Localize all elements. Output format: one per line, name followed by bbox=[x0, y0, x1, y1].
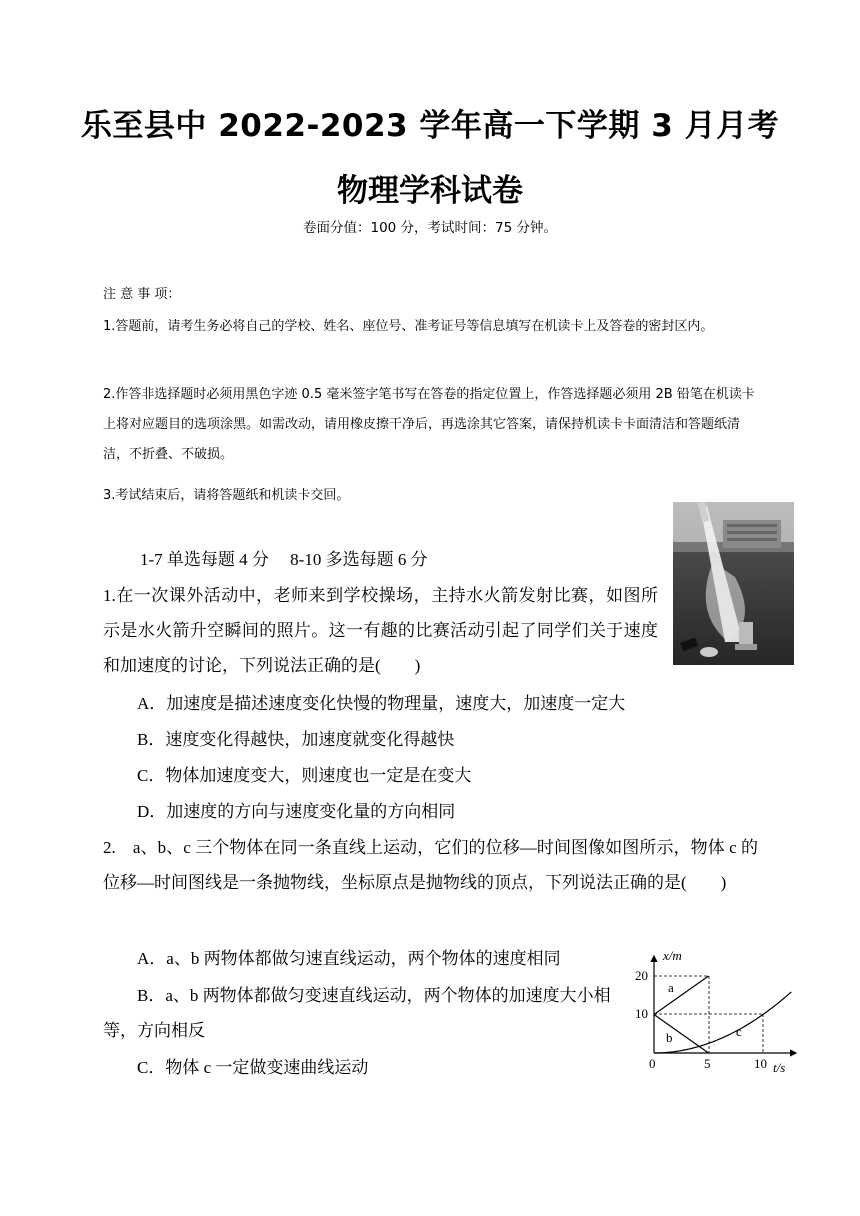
page-title: 乐至县中 2022-2023 学年高一下学期 3 月月考 bbox=[80, 108, 780, 144]
series-a-label: a bbox=[668, 980, 674, 995]
y-tick-label: 20 bbox=[635, 968, 648, 983]
question-2-option-c: C．物体 c 一定做变速曲线运动 bbox=[137, 1058, 369, 1077]
question-2-option-b: B．a、b 两物体都做匀变速直线运动，两个物体的加速度大小相等，方向相反 bbox=[103, 986, 611, 1040]
series-a-line bbox=[654, 976, 709, 1015]
exam-info: 卷面分值：100 分，考试时间：75 分钟。 bbox=[302, 220, 558, 236]
y-axis-label: x/m bbox=[663, 948, 682, 963]
x-axis-label: t/s bbox=[773, 1060, 786, 1075]
position-time-graph bbox=[630, 948, 800, 1076]
notice-item-2: 2.作答非选择题时必须用黑色字迹 0.5 毫米签字笔书写在答卷的指定位置上，作答选择题必须用 2B 铅笔在机读卡上将对应题目的选项涂黑。如需改动，请用橡皮擦干净后，再选涂其它答案，请保持机读卡卡面清洁和答题纸清洁，不折叠、不破损。 bbox=[103, 387, 755, 462]
question-2-option-a: A．a、b 两物体都做匀速直线运动，两个物体的速度相同 bbox=[137, 949, 561, 968]
question-1-stem: 1.在一次课外活动中，老师来到学校操场，主持水火箭发射比赛，如图所示是水火箭升空瞬间的照片。这一有趣的比赛活动引起了同学们关于速度和加速度的讨论，下列说法正确的是( ) bbox=[103, 586, 658, 675]
question-2-stem: 2. a、b、c 三个物体在同一条直线上运动，它们的位移—时间图像如图所示，物体 c 的位移—时间图线是一条抛物线，坐标原点是抛物线的顶点，下列说法正确的是( ) bbox=[103, 838, 758, 892]
section-scoring-note: 1-7 单选每题 4 分 8-10 多选每题 6 分 bbox=[140, 550, 428, 569]
x-tick-label: 5 bbox=[704, 1056, 711, 1071]
page-subject-title: 物理学科试卷 bbox=[337, 173, 523, 209]
series-c-label: c bbox=[736, 1024, 742, 1039]
origin-label: 0 bbox=[649, 1056, 656, 1071]
y-tick-label: 10 bbox=[635, 1006, 648, 1021]
series-b-label: b bbox=[666, 1030, 673, 1045]
series-b-line bbox=[654, 1015, 709, 1054]
question-1-option-b: B．速度变化得越快，加速度就变化得越快 bbox=[137, 730, 455, 749]
x-tick-label: 10 bbox=[754, 1056, 767, 1071]
question-1-option-a: A．加速度是描述速度变化快慢的物理量，速度大，加速度一定大 bbox=[137, 694, 626, 713]
notice-heading: 注 意 事 项： bbox=[103, 287, 181, 302]
notice-item-1: 1.答题前，请考生务必将自己的学校、姓名、座位号、准考证号等信息填写在机读卡上及答卷的密封区内。 bbox=[103, 319, 714, 334]
water-rocket-photo bbox=[673, 502, 794, 665]
question-1-option-c: C．物体加速度变大，则速度也一定是在变大 bbox=[137, 766, 472, 785]
series-c-line bbox=[654, 992, 791, 1053]
notice-item-3: 3.考试结束后，请将答题纸和机读卡交回。 bbox=[103, 488, 350, 503]
question-1-option-d: D．加速度的方向与速度变化量的方向相同 bbox=[137, 802, 456, 821]
